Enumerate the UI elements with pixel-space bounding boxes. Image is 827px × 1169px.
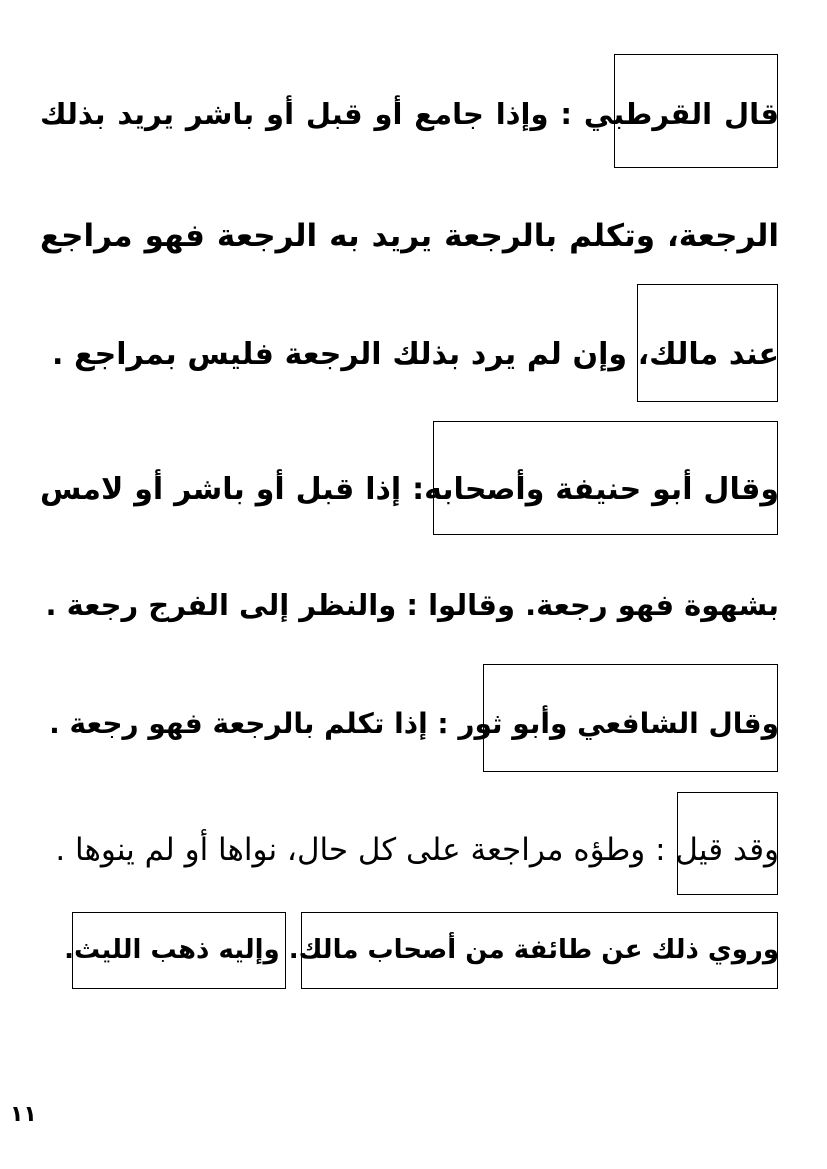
- text-line-1: قال القرطبي : وإذا جامع أو قبل أو باشر يريد بذلك: [40, 97, 779, 131]
- text-line-8: وروي ذلك عن طائفة من أصحاب مالك. وإليه ذهب الليث.: [64, 935, 779, 965]
- page-number: ١١: [10, 1102, 37, 1127]
- text-line-5: بشهوة فهو رجعة. وقالوا : والنظر إلى الفرج رجعة .: [45, 588, 779, 622]
- text-line-6: وقال الشافعي وأبو ثور : إذا تكلم بالرجعة فهو رجعة .: [49, 707, 779, 740]
- text-line-7: وقد قيل : وطؤه مراجعة على كل حال، نواها أو لم ينوها .: [55, 832, 779, 868]
- text-line-4: وقال أبو حنيفة وأصحابه: إذا قبل أو باشر أو لامس: [40, 472, 779, 507]
- text-line-2: الرجعة، وتكلم بالرجعة يريد به الرجعة فهو مراجع: [40, 218, 779, 254]
- text-line-3: عند مالك، وإن لم يرد بذلك الرجعة فليس بمراجع .: [52, 337, 779, 372]
